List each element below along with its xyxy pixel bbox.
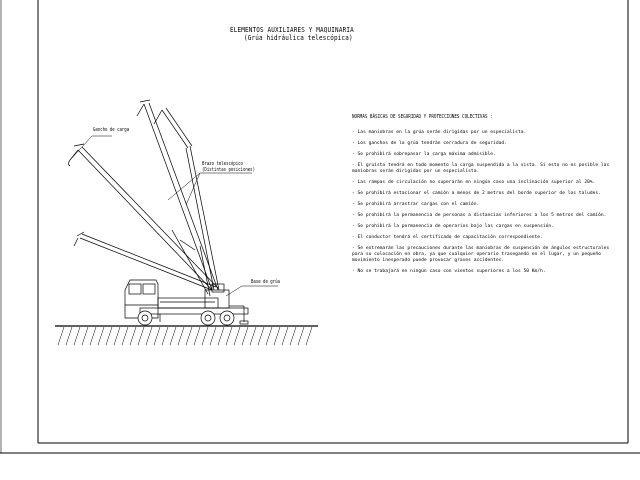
telescopic-boom-mid bbox=[69, 144, 219, 290]
label-hook: Gancho de carga bbox=[93, 127, 130, 133]
rule-item: - Las rampas de circulación no superarán en ningún caso una inclinación superior al 20%. bbox=[352, 180, 596, 185]
rule-item: - Se prohibirá la permanencia de operarios bajo las cargas en suspensión. bbox=[352, 224, 554, 229]
rule-item: - No se trabajará en ningún caso con vientos superiores a los 50 Km/h. bbox=[352, 269, 546, 274]
title-line-1: ELEMENTOS AUXILIARES Y MAQUINARIA bbox=[230, 26, 354, 34]
rule-item: - Se prohibirá estacionar el camión a menos de 2 metros del borde superior de los taludes. bbox=[352, 191, 601, 196]
telescopic-boom-high bbox=[137, 100, 218, 290]
label-base: Base de grúa bbox=[251, 279, 280, 285]
crane-truck bbox=[125, 280, 248, 325]
label-boom-sub: (Distintas posiciones) bbox=[202, 167, 255, 173]
label-boom: Brazo telescópico bbox=[202, 161, 243, 167]
title-line-2: (Grúa hidráulica telescópica) bbox=[244, 34, 353, 42]
rule-item: - Se prohibirá sobrepasar la carga máxima admisible. bbox=[352, 152, 496, 157]
rule-item: - Se prohibirá arrastrar cargas con el camión. bbox=[352, 202, 480, 207]
rule-item: - El conductor tendrá el certificado de capacitación correspondiente. bbox=[352, 235, 543, 240]
rule-item: - Se prohibirá la permanencia de personas a distancias inferiores a los 5 metros del camión. bbox=[352, 213, 607, 218]
telescopic-boom-low bbox=[74, 232, 216, 290]
telescopic-boom-steep bbox=[154, 108, 219, 290]
notes-title: NORMAS BÁSICAS DE SEGURIDAD Y PROTECCIONES COLECTIVAS : bbox=[352, 114, 493, 120]
rule-item: - Las maniobras en la grúa serán dirigidas por un especialista. bbox=[352, 130, 527, 135]
ground bbox=[55, 326, 318, 345]
rule-item: - Se extremarán las precauciones durante las maniobras de suspensión de ángulos estructurales para su colocación en obra, ya que cualquier operario trasegando en el lugar, y un pequeño movimiento inesperado puede provocar graves accidentes. bbox=[352, 246, 610, 263]
safety-notes bbox=[352, 114, 614, 280]
rule-item: - Los ganchos de la grúa tendrán cerradura de seguridad. bbox=[352, 141, 507, 146]
leader-lines bbox=[70, 136, 278, 296]
rule-item: - El gruísta tendrá en todo momento la carga suspendida a la vista. Si esto no es posible las maniobras serán dirigidas por un especialista. bbox=[352, 163, 610, 174]
